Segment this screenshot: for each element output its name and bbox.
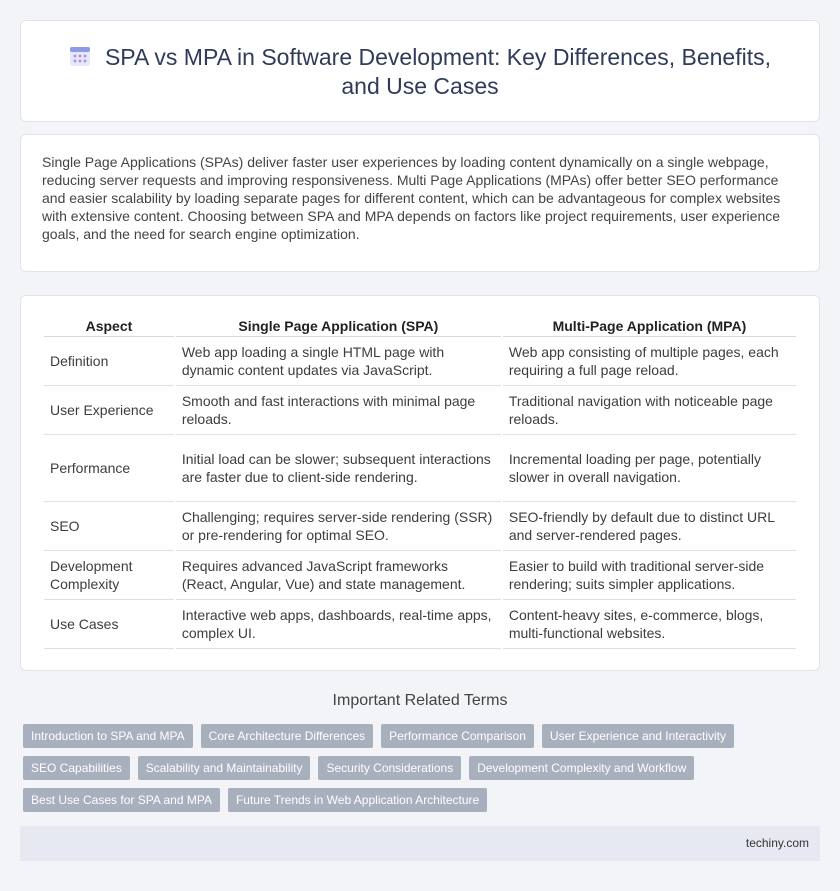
calendar-grid-icon (69, 45, 91, 67)
aspect-cell: SEO (44, 502, 174, 551)
header-mpa: Multi-Page Application (MPA) (503, 315, 796, 337)
aspect-cell: Use Cases (44, 600, 174, 649)
mpa-cell: SEO-friendly by default due to distinct URL and server-rendered pages. (503, 502, 796, 551)
spa-cell: Initial load can be slower; subsequent interactions are faster due to client-side rendering. (176, 435, 501, 502)
tag-row (23, 788, 803, 812)
tag-row (23, 756, 803, 780)
spa-cell: Smooth and fast interactions with minimal page reloads. (176, 386, 501, 435)
spa-cell: Interactive web apps, dashboards, real-time apps, complex UI. (176, 600, 501, 649)
related-terms-tags (23, 724, 803, 820)
related-term-tag[interactable]: Security Considerations (318, 756, 461, 780)
header-aspect: Aspect (44, 315, 174, 337)
related-term-tag[interactable]: Best Use Cases for SPA and MPA (23, 788, 220, 812)
mpa-cell: Easier to build with traditional server-side rendering; suits simpler applications. (503, 551, 796, 600)
table-header-row (44, 315, 796, 337)
comparison-table (42, 315, 798, 649)
aspect-cell: User Experience (44, 386, 174, 435)
aspect-cell: Definition (44, 337, 174, 386)
page-title-wrap (21, 43, 819, 101)
table-row (44, 386, 796, 435)
related-term-tag[interactable]: Introduction to SPA and MPA (23, 724, 193, 748)
table-row (44, 551, 796, 600)
mpa-cell: Content-heavy sites, e-commerce, blogs, multi-functional websites. (503, 600, 796, 649)
table-row (44, 600, 796, 649)
footer-bar (20, 826, 820, 861)
related-term-tag[interactable]: Development Complexity and Workflow (469, 756, 694, 780)
intro-paragraph: Single Page Applications (SPAs) deliver faster user experiences by loading content dynamically on a single webpage, reducing server requests and improving responsiveness. Multi Page Applications (MPAs) offer better SEO performance and easier scalability by loading separate pages for different content, which can be advantageous for complex websites with extensive content. Choosing between SPA and MPA depends on factors like project requirements, user experience goals, and the need for search engine optimization. (42, 154, 781, 242)
aspect-cell: Development Complexity (44, 551, 174, 600)
related-term-tag[interactable]: SEO Capabilities (23, 756, 130, 780)
tag-row (23, 724, 803, 748)
related-term-tag[interactable]: Future Trends in Web Application Architecture (228, 788, 487, 812)
footer-site-link[interactable]: techiny.com (745, 836, 809, 850)
mpa-cell: Traditional navigation with noticeable page reloads. (503, 386, 796, 435)
related-term-tag[interactable]: Performance Comparison (381, 724, 534, 748)
page-title: SPA vs MPA in Software Development: Key Differences, Benefits, and Use Cases (104, 44, 772, 99)
table-row (44, 502, 796, 551)
spa-cell: Requires advanced JavaScript frameworks (React, Angular, Vue) and state management. (176, 551, 501, 600)
related-terms-heading: Important Related Terms (332, 692, 508, 709)
related-term-tag[interactable]: Core Architecture Differences (201, 724, 374, 748)
header-spa: Single Page Application (SPA) (176, 315, 501, 337)
mpa-cell: Web app consisting of multiple pages, each requiring a full page reload. (503, 337, 796, 386)
title-card (20, 20, 820, 122)
table-row (44, 337, 796, 386)
spa-cell: Web app loading a single HTML page with dynamic content updates via JavaScript. (176, 337, 501, 386)
related-term-tag[interactable]: Scalability and Maintainability (138, 756, 311, 780)
related-term-tag[interactable]: User Experience and Interactivity (542, 724, 734, 748)
comparison-table-card (20, 295, 820, 671)
spa-cell: Challenging; requires server-side rendering (SSR) or pre-rendering for optimal SEO. (176, 502, 501, 551)
table-row (44, 435, 796, 502)
mpa-cell: Incremental loading per page, potentially slower in overall navigation. (503, 435, 796, 502)
intro-card (20, 134, 820, 272)
aspect-cell: Performance (44, 435, 174, 502)
